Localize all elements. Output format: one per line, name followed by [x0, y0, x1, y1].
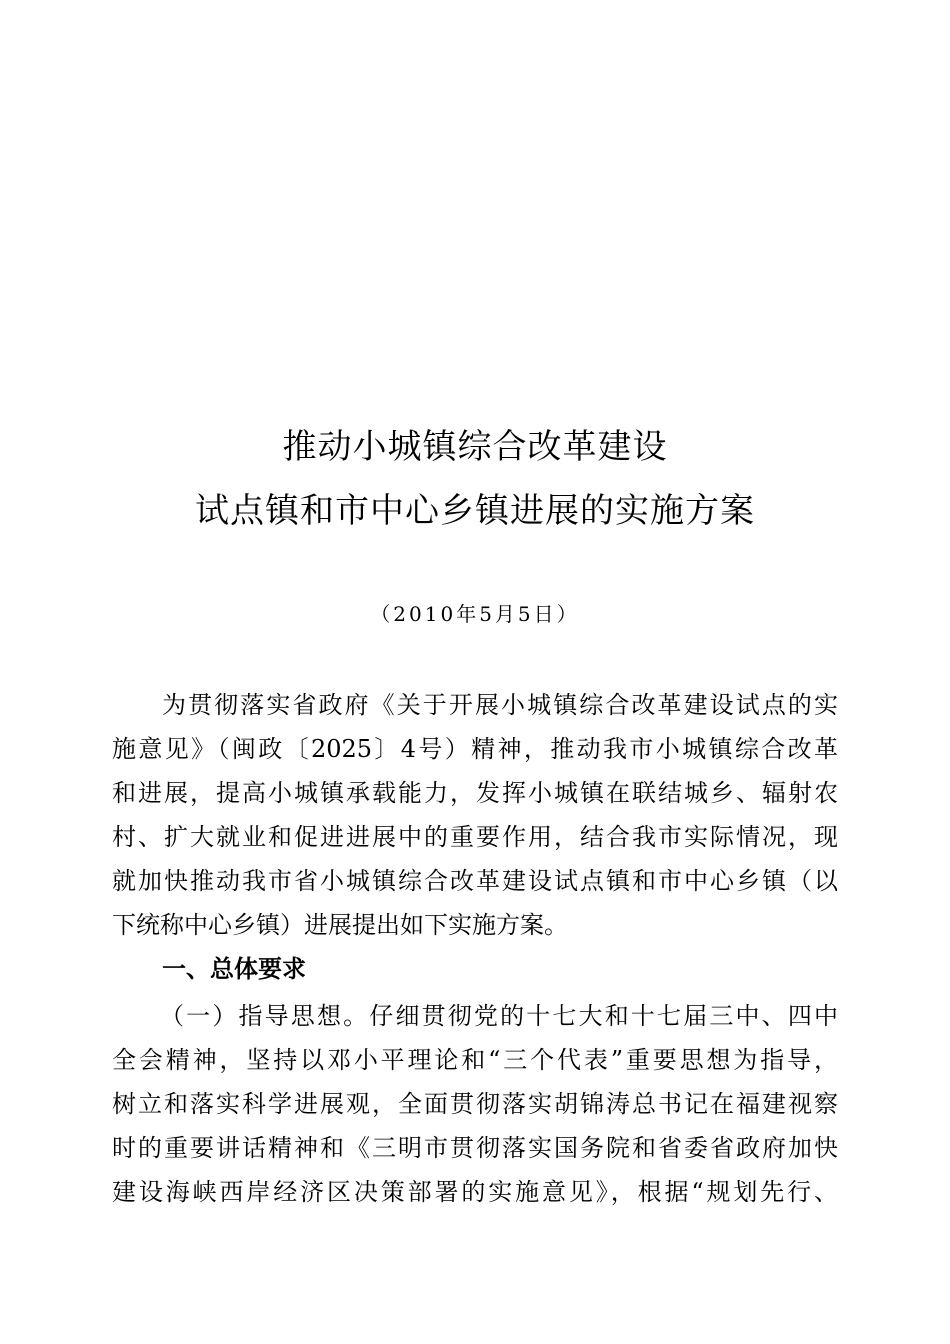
document-title-line-1: 推动小城镇综合改革建设	[282, 427, 668, 467]
section-paragraph-line: 时的重要讲话精神和《三明市贯彻落实国务院和省委省政府加快	[112, 1134, 838, 1162]
section-paragraph-line: 全会精神，坚持以邓小平理论和“三个代表”重要思想为指导，	[112, 1046, 838, 1074]
section-paragraph-line: 建设海峡西岸经济区决策部署的实施意见》，根据“规划先行、	[112, 1178, 838, 1206]
section-paragraph-line: （一）指导思想。仔细贯彻党的十七大和十七届三中、四中	[160, 1002, 838, 1030]
section-paragraph-line: 树立和落实科学进展观，全面贯彻落实胡锦涛总书记在福建视察	[112, 1090, 838, 1118]
intro-paragraph-line: 村、扩大就业和促进进展中的重要作用，结合我市实际情况，现	[112, 823, 838, 851]
intro-paragraph-line: 施意见》（闽政〔2025〕4号）精神，推动我市小城镇综合改革	[112, 735, 838, 763]
intro-paragraph-line: 就加快推动我市省小城镇综合改革建设试点镇和市中心乡镇（以	[112, 867, 838, 895]
section-heading: 一、总体要求	[162, 955, 306, 983]
intro-paragraph-line: 下统称中心乡镇）进展提出如下实施方案。	[112, 911, 568, 939]
document-title-line-2: 试点镇和市中心乡镇进展的实施方案	[195, 491, 755, 531]
intro-paragraph-line: 为贯彻落实省政府《关于开展小城镇综合改革建设试点的实	[162, 691, 838, 719]
document-date: （2010年5月5日）	[370, 602, 580, 626]
intro-paragraph-line: 和进展，提高小城镇承载能力，发挥小城镇在联结城乡、辐射农	[112, 779, 838, 807]
